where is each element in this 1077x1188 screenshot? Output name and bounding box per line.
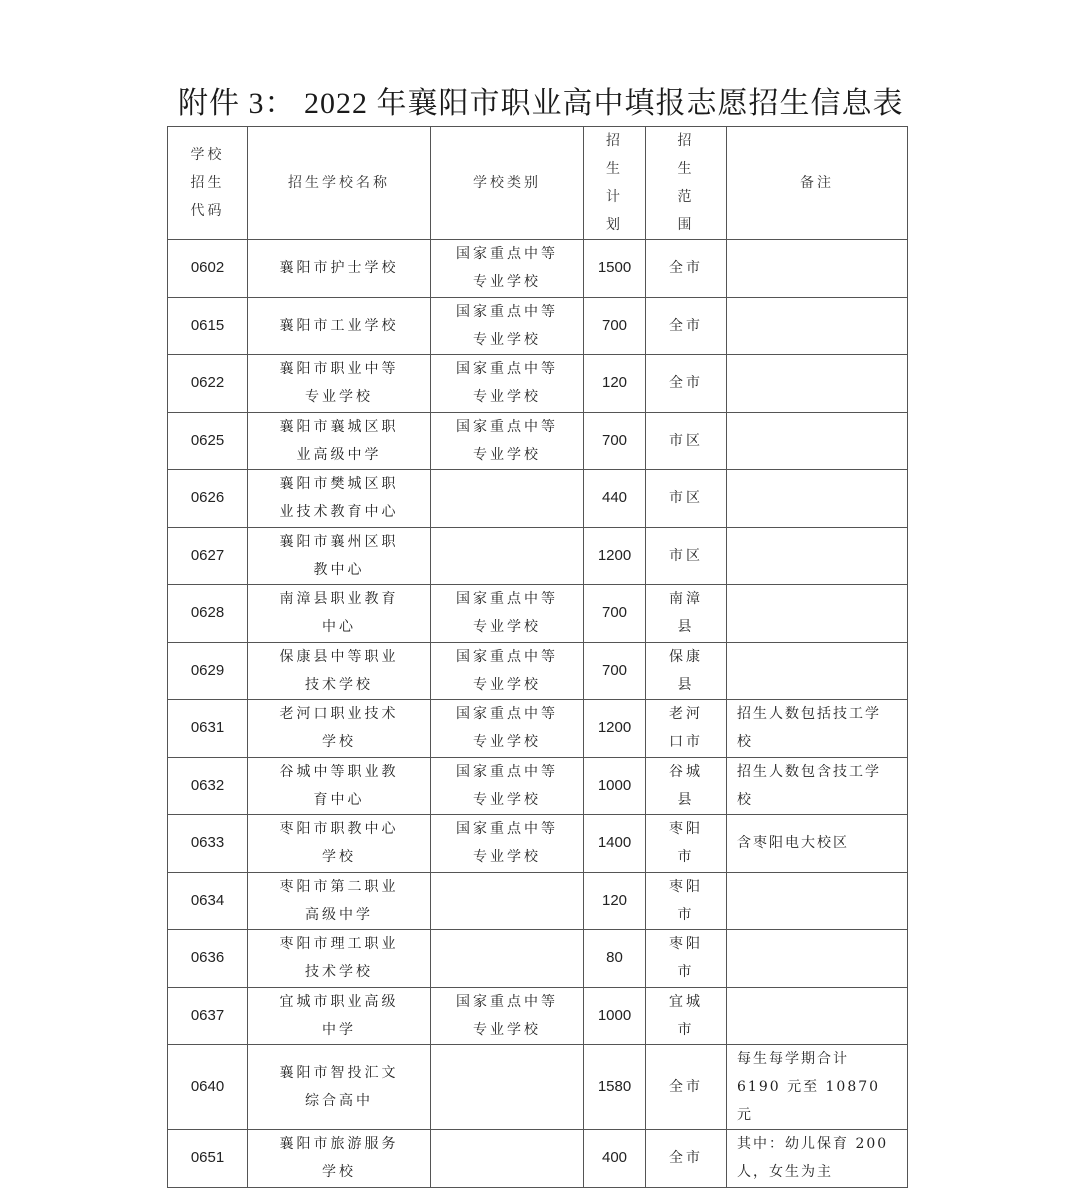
cell-category: 国家重点中等专业学校 xyxy=(431,240,584,298)
cell-scope: 保康县 xyxy=(646,642,727,700)
cell-name: 襄阳市旅游服务学校 xyxy=(248,1130,431,1188)
cell-category: 国家重点中等专业学校 xyxy=(431,987,584,1045)
cell-plan: 1200 xyxy=(584,700,646,758)
cell-plan: 700 xyxy=(584,585,646,643)
cell-note xyxy=(727,527,908,585)
cell-plan: 1500 xyxy=(584,240,646,298)
table-row xyxy=(168,297,908,355)
cell-scope: 枣阳市 xyxy=(646,930,727,988)
cell-plan: 700 xyxy=(584,642,646,700)
cell-plan: 1400 xyxy=(584,815,646,873)
table-row xyxy=(168,527,908,585)
table-row xyxy=(168,412,908,470)
cell-category: 国家重点中等专业学校 xyxy=(431,355,584,413)
cell-category: 国家重点中等专业学校 xyxy=(431,412,584,470)
header-note: 备注 xyxy=(727,127,908,240)
cell-name: 襄阳市智投汇文综合高中 xyxy=(248,1045,431,1130)
cell-scope: 枣阳市 xyxy=(646,872,727,930)
cell-code: 0615 xyxy=(168,297,248,355)
cell-category xyxy=(431,1130,584,1188)
cell-note xyxy=(727,585,908,643)
cell-scope: 老河口市 xyxy=(646,700,727,758)
cell-code: 0602 xyxy=(168,240,248,298)
cell-note xyxy=(727,872,908,930)
cell-name: 老河口职业技术学校 xyxy=(248,700,431,758)
cell-name: 襄阳市樊城区职业技术教育中心 xyxy=(248,470,431,528)
table-row xyxy=(168,930,908,988)
cell-category: 国家重点中等专业学校 xyxy=(431,297,584,355)
table-row xyxy=(168,1045,908,1130)
cell-note xyxy=(727,642,908,700)
cell-scope: 市区 xyxy=(646,412,727,470)
cell-note xyxy=(727,412,908,470)
cell-code: 0633 xyxy=(168,815,248,873)
cell-category xyxy=(431,930,584,988)
cell-plan: 1200 xyxy=(584,527,646,585)
cell-plan: 700 xyxy=(584,297,646,355)
cell-scope: 枣阳市 xyxy=(646,815,727,873)
cell-note xyxy=(727,240,908,298)
table-row xyxy=(168,355,908,413)
cell-name: 枣阳市第二职业高级中学 xyxy=(248,872,431,930)
table-row xyxy=(168,470,908,528)
cell-note: 每生每学期合计 6190 元至 10870 元 xyxy=(727,1045,908,1130)
cell-code: 0626 xyxy=(168,470,248,528)
cell-category xyxy=(431,470,584,528)
cell-name: 襄阳市襄州区职教中心 xyxy=(248,527,431,585)
cell-name: 襄阳市职业中等专业学校 xyxy=(248,355,431,413)
cell-plan: 80 xyxy=(584,930,646,988)
cell-name: 南漳县职业教育中心 xyxy=(248,585,431,643)
table-row xyxy=(168,700,908,758)
cell-code: 0651 xyxy=(168,1130,248,1188)
cell-name: 襄阳市工业学校 xyxy=(248,297,431,355)
cell-code: 0634 xyxy=(168,872,248,930)
table-row xyxy=(168,1130,908,1188)
cell-note: 招生人数包括技工学校 xyxy=(727,700,908,758)
cell-note xyxy=(727,470,908,528)
cell-scope: 全市 xyxy=(646,297,727,355)
cell-category xyxy=(431,872,584,930)
cell-plan: 120 xyxy=(584,872,646,930)
cell-code: 0625 xyxy=(168,412,248,470)
cell-note xyxy=(727,355,908,413)
cell-scope: 南漳县 xyxy=(646,585,727,643)
cell-code: 0637 xyxy=(168,987,248,1045)
cell-name: 保康县中等职业技术学校 xyxy=(248,642,431,700)
cell-code: 0631 xyxy=(168,700,248,758)
cell-code: 0627 xyxy=(168,527,248,585)
cell-code: 0622 xyxy=(168,355,248,413)
table-row xyxy=(168,585,908,643)
cell-plan: 440 xyxy=(584,470,646,528)
cell-name: 谷城中等职业教育中心 xyxy=(248,757,431,815)
cell-category: 国家重点中等专业学校 xyxy=(431,642,584,700)
header-plan: 招生计划 xyxy=(584,127,646,240)
cell-name: 枣阳市职教中心学校 xyxy=(248,815,431,873)
cell-scope: 全市 xyxy=(646,1045,727,1130)
cell-note xyxy=(727,297,908,355)
table-row xyxy=(168,815,908,873)
cell-category: 国家重点中等专业学校 xyxy=(431,757,584,815)
cell-category: 国家重点中等专业学校 xyxy=(431,815,584,873)
cell-scope: 市区 xyxy=(646,470,727,528)
cell-scope: 全市 xyxy=(646,240,727,298)
cell-code: 0632 xyxy=(168,757,248,815)
cell-scope: 市区 xyxy=(646,527,727,585)
cell-category: 国家重点中等专业学校 xyxy=(431,700,584,758)
cell-note xyxy=(727,987,908,1045)
cell-category xyxy=(431,527,584,585)
header-name: 招生学校名称 xyxy=(248,127,431,240)
cell-plan: 120 xyxy=(584,355,646,413)
table-header-row xyxy=(168,127,908,240)
cell-note: 含枣阳电大校区 xyxy=(727,815,908,873)
table-row xyxy=(168,240,908,298)
table-row xyxy=(168,642,908,700)
document-title: 附件 3： 2022 年襄阳市职业高中填报志愿招生信息表 xyxy=(178,87,904,120)
cell-plan: 1000 xyxy=(584,987,646,1045)
enrollment-table xyxy=(167,126,908,1188)
cell-note: 其中：幼儿保育 200 人，女生为主 xyxy=(727,1130,908,1188)
table-row xyxy=(168,872,908,930)
cell-plan: 400 xyxy=(584,1130,646,1188)
cell-scope: 全市 xyxy=(646,355,727,413)
cell-name: 宜城市职业高级中学 xyxy=(248,987,431,1045)
cell-category xyxy=(431,1045,584,1130)
cell-plan: 1000 xyxy=(584,757,646,815)
cell-note xyxy=(727,930,908,988)
cell-code: 0636 xyxy=(168,930,248,988)
cell-code: 0640 xyxy=(168,1045,248,1130)
cell-category: 国家重点中等专业学校 xyxy=(431,585,584,643)
table-row xyxy=(168,987,908,1045)
cell-code: 0628 xyxy=(168,585,248,643)
cell-name: 襄阳市襄城区职业高级中学 xyxy=(248,412,431,470)
cell-plan: 700 xyxy=(584,412,646,470)
cell-scope: 宜城市 xyxy=(646,987,727,1045)
header-category: 学校类别 xyxy=(431,127,584,240)
cell-scope: 谷城县 xyxy=(646,757,727,815)
cell-scope: 全市 xyxy=(646,1130,727,1188)
header-scope: 招生范围 xyxy=(646,127,727,240)
cell-code: 0629 xyxy=(168,642,248,700)
cell-name: 枣阳市理工职业技术学校 xyxy=(248,930,431,988)
cell-note: 招生人数包含技工学校 xyxy=(727,757,908,815)
cell-plan: 1580 xyxy=(584,1045,646,1130)
table-row xyxy=(168,757,908,815)
cell-name: 襄阳市护士学校 xyxy=(248,240,431,298)
header-code: 学校招生代码 xyxy=(168,127,248,240)
